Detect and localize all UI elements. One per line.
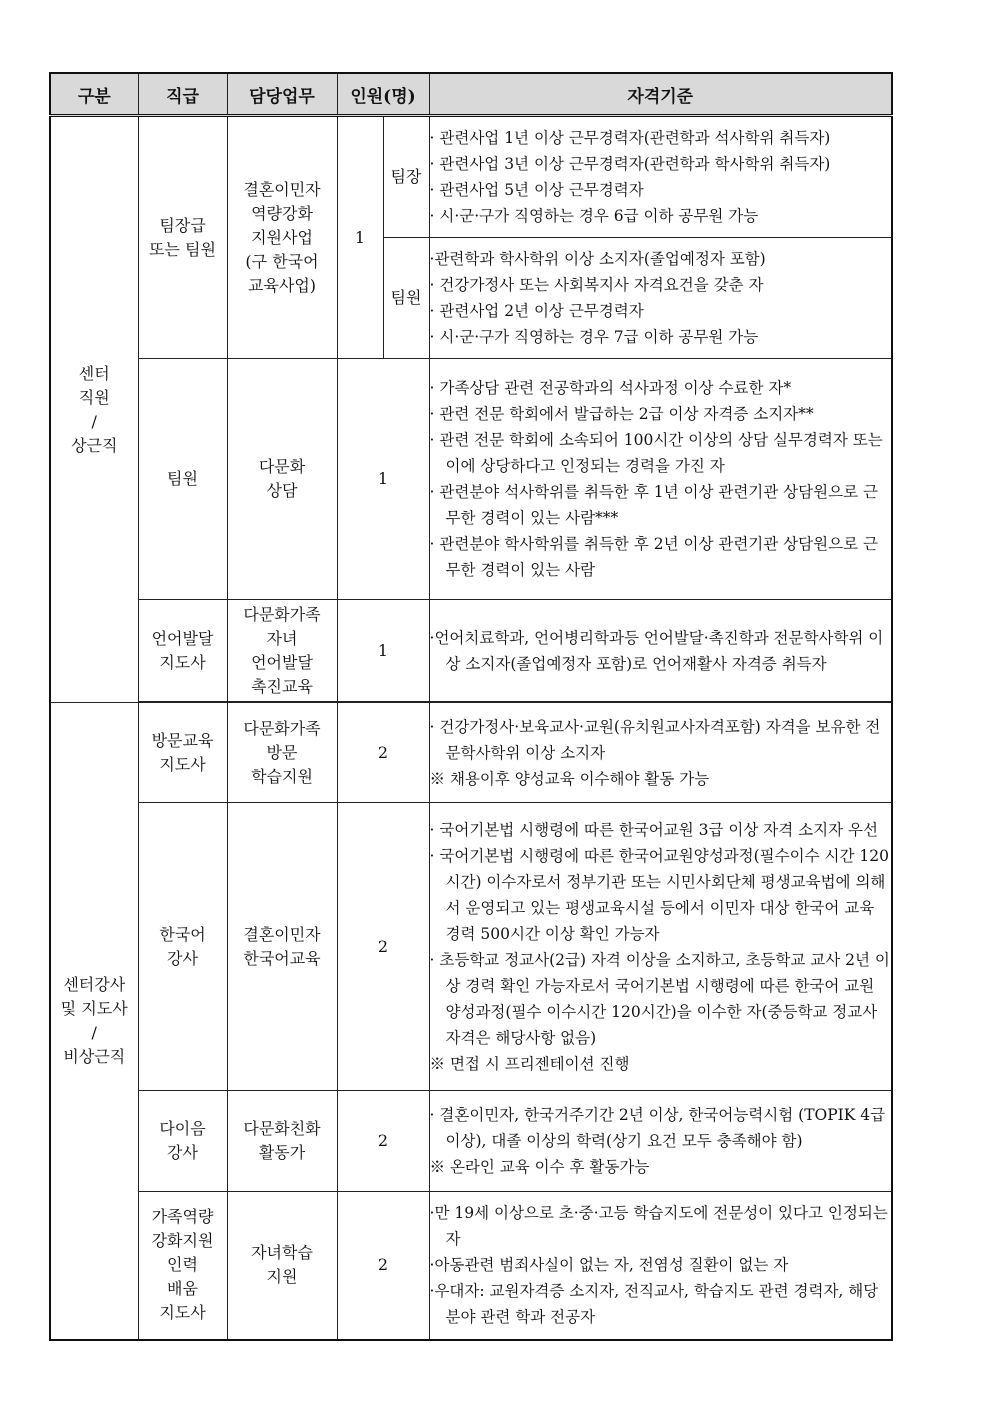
table-row — [50, 703, 892, 803]
qualification-cell — [429, 803, 892, 1091]
rank-cell: 가족역량 강화지원 인력 배움 지도사 — [138, 1192, 227, 1340]
rank-cell: 언어발달 지도사 — [138, 600, 227, 702]
duty-cell: 다문화 상담 — [227, 359, 337, 600]
rank-cell: 한국어 강사 — [138, 803, 227, 1091]
header-count: 인원(명) — [337, 73, 429, 116]
rank-cell: 팀장급 또는 팀원 — [138, 116, 227, 359]
qualification-cell — [429, 238, 892, 359]
qualification-cell — [429, 1091, 892, 1192]
count-cell: 1 — [337, 116, 383, 359]
qualification-note: ※ 온라인 교육 이수 후 활동가능 — [429, 1158, 650, 1176]
qualification-item: · 국어기본법 시행령에 따른 한국어교원 3급 이상 자격 소지자 우선 — [429, 820, 878, 839]
duty-cell: 자녀학습 지원 — [227, 1192, 337, 1340]
table-row — [50, 116, 892, 238]
duty-cell: 다문화가족 자녀 언어발달 촉진교육 — [227, 600, 337, 702]
table-row — [50, 1192, 892, 1340]
qualification-cell — [429, 116, 892, 238]
rank-cell: 방문교육 지도사 — [138, 703, 227, 803]
header-duty: 담당업무 — [227, 73, 337, 116]
qualification-item: · 관련사업 1년 이상 근무경력자(관련학과 석사학위 취득자) — [429, 129, 831, 147]
count-cell: 1 — [337, 600, 429, 702]
qualification-item: · 초등학교 정교사(2급) 자격 이상을 소지하고, 초등학교 교사 2년 이상 경력 확인 가능자로서 국어기본법 시행령에 따른 한국어 교원 양성과정(필수 이수시간 120시간)을 이수한 자(중등학교 정교사 자격은 해당사항 없음) — [429, 950, 890, 1047]
qualification-item: ·관련학과 학사학위 이상 소지자(졸업예정자 포함) — [429, 250, 766, 268]
qualification-item: ·만 19세 이상으로 초·중·고등 학습지도에 전문성이 있다고 인정되는 자 — [429, 1204, 888, 1249]
count-cell: 2 — [337, 803, 429, 1091]
qualification-item: · 관련사업 3년 이상 근무경력자(관련학과 학사학위 취득자) — [429, 155, 831, 173]
duty-cell: 결혼이민자 역량강화 지원사업 (구 한국어 교육사업) — [227, 116, 337, 359]
qualification-note: ※ 채용이후 양성교육 이수해야 활동 가능 — [429, 769, 710, 788]
count-cell: 2 — [337, 1091, 429, 1192]
header-rank: 직급 — [138, 73, 227, 116]
count-cell: 1 — [337, 359, 429, 600]
qualification-cell — [429, 703, 892, 803]
qualification-item: ·우대자: 교원자격증 소지자, 전직교사, 학습지도 관련 경력자, 해당분야 관련 학과 전공자 — [429, 1282, 879, 1327]
qualification-item: · 관련사업 5년 이상 근무경력자 — [429, 181, 644, 199]
recruitment-table — [49, 72, 893, 1341]
group-label-parttime: 센터강사 및 지도사 / 비상근직 — [50, 703, 138, 1340]
qualification-item: · 국어기본법 시행령에 따른 한국어교원양성과정(필수이수 시간 120시간) 이수자로서 정부기관 또는 시민사회단체 평생교육법에 의해서 운영되고 있는 평생교육시설 등에서 이민자 대상 한국어 교육 경력 500시간 이상 확인 가능자 — [429, 846, 889, 943]
qualification-item: · 시·군·구가 직영하는 경우 7급 이하 공무원 가능 — [429, 328, 759, 346]
table-row — [50, 1091, 892, 1192]
rank-cell: 팀원 — [138, 359, 227, 600]
qualification-cell — [429, 1192, 892, 1340]
sub-role-cell: 팀장 — [383, 116, 429, 238]
sub-role-cell: 팀원 — [383, 238, 429, 359]
table-row — [50, 600, 892, 702]
qualification-item: · 관련 전문 학회에 소속되어 100시간 이상의 상담 실무경력자 또는 이에 상당하다고 인정되는 경력을 가진 자 — [429, 431, 883, 475]
qualification-item: · 건강가정사 또는 사회복지사 자격요건을 갖춘 자 — [429, 276, 764, 294]
table-row — [50, 359, 892, 600]
count-cell: 2 — [337, 1192, 429, 1340]
qualification-cell — [429, 359, 892, 600]
qualification-item: ·아동관련 범죄사실이 없는 자, 전염성 질환이 없는 자 — [429, 1256, 789, 1275]
qualification-item: ·언어치료학과, 언어병리학과등 언어발달·촉진학과 전문학사학위 이상 소지자(졸업예정자 포함)로 언어재활사 자격증 취득자 — [429, 628, 884, 673]
duty-cell: 다문화친화 활동가 — [227, 1091, 337, 1192]
qualification-item: · 가족상담 관련 전공학과의 석사과정 이상 수료한 자* — [429, 379, 792, 397]
count-cell: 2 — [337, 703, 429, 803]
qualification-note: ※ 면접 시 프리젠테이션 진행 — [429, 1054, 630, 1073]
duty-cell: 결혼이민자 한국어교육 — [227, 803, 337, 1091]
qualification-cell — [429, 600, 892, 702]
qualification-item: · 건강가정사·보육교사·교원(유치원교사자격포함) 자격을 보유한 전문학사학위 이상 소지자 — [429, 717, 881, 762]
duty-cell: 다문화가족 방문 학습지원 — [227, 703, 337, 803]
header-qualification: 자격기준 — [429, 73, 892, 116]
qualification-item: · 관련 전문 학회에서 발급하는 2급 이상 자격증 소지자** — [429, 405, 814, 423]
qualification-item: · 관련사업 2년 이상 근무경력자 — [429, 302, 644, 320]
qualification-item: · 결혼이민자, 한국거주기간 2년 이상, 한국어능력시험 (TOPIK 4급 이상), 대졸 이상의 학력(상기 요건 모두 충족해야 함) — [429, 1106, 886, 1150]
rank-cell: 다이음 강사 — [138, 1091, 227, 1192]
header-row — [50, 73, 892, 116]
header-category: 구분 — [50, 73, 138, 116]
qualification-item: · 관련분야 학사학위를 취득한 후 2년 이상 관련기관 상담원으로 근무한 경력이 있는 사람 — [429, 535, 878, 579]
group-label-fulltime: 센터 직원 / 상근직 — [50, 116, 138, 703]
qualification-item: · 시·군·구가 직영하는 경우 6급 이하 공무원 가능 — [429, 207, 759, 225]
qualification-item: · 관련분야 석사학위를 취득한 후 1년 이상 관련기관 상담원으로 근무한 경력이 있는 사람*** — [429, 483, 878, 527]
table-row — [50, 803, 892, 1091]
